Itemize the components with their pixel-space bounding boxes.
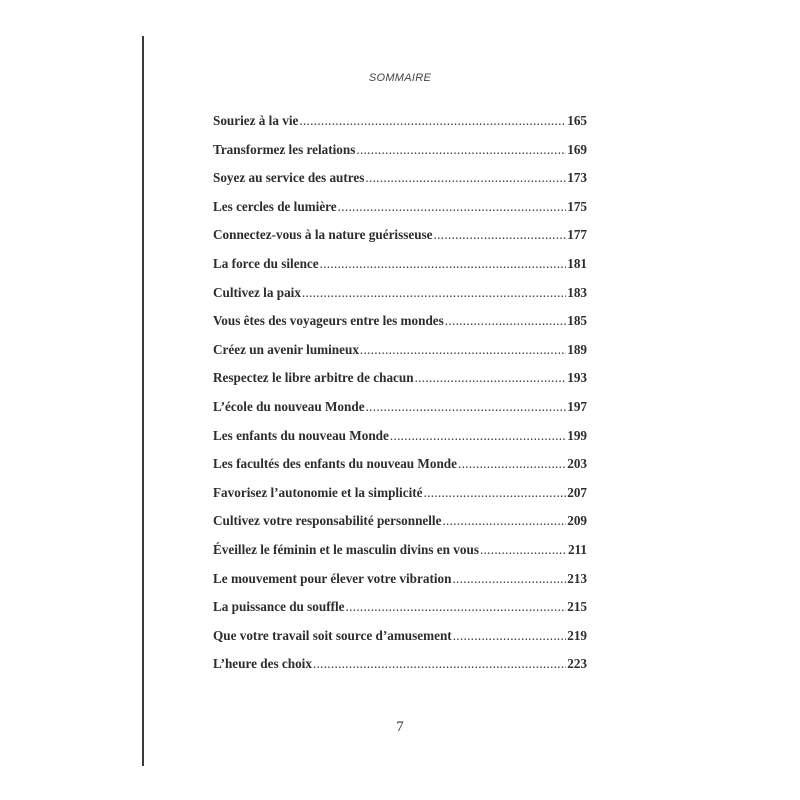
toc-entry-title: Créez un avenir lumineux [213,341,359,357]
toc-entry-title: La puissance du souffle [213,599,345,615]
toc-entry [213,513,587,542]
toc-entry [213,256,587,285]
toc-entry-title: Le mouvement pour élever votre vibration [213,570,452,586]
dot-leader [424,485,567,501]
toc-entry-page: 213 [567,570,587,586]
dot-leader [390,428,566,444]
toc-entry-page: 193 [567,370,587,386]
dot-leader [302,285,566,301]
dot-leader [320,256,567,272]
toc-entry-title: Cultivez votre responsabilité personnelle [213,513,442,529]
dot-leader [356,142,566,158]
toc-entry-title: Les enfants du nouveau Monde [213,427,389,443]
toc-entry-page: 197 [567,398,587,414]
table-of-contents [213,113,587,685]
toc-entry-page: 207 [567,484,587,500]
toc-entry [213,370,587,399]
dot-leader [442,513,566,529]
toc-entry-page: 211 [567,541,587,557]
toc-entry [213,313,587,342]
toc-entry [213,571,587,600]
dot-leader [338,199,567,215]
dot-leader [360,342,566,358]
toc-entry-title: Cultivez la paix [213,284,301,300]
toc-entry-page: 209 [567,513,587,529]
toc-entry-page: 223 [567,656,587,672]
toc-entry-page: 189 [567,341,587,357]
toc-entry-title: Respectez le libre arbitre de chacun [213,370,414,386]
toc-entry-page: 199 [567,427,587,443]
dot-leader [445,313,566,329]
toc-entry-page: 165 [567,113,587,128]
dot-leader [453,628,567,644]
toc-entry [213,170,587,199]
toc-entry [213,399,587,428]
toc-entry [213,485,587,514]
dot-leader [452,571,566,587]
toc-entry [213,285,587,314]
toc-entry-title: Que votre travail soit source d’amusement [213,627,452,643]
toc-entry-page: 177 [567,227,587,243]
toc-entry-title: Favorisez l’autonomie et la simplicité [213,484,423,500]
toc-entry [213,542,587,571]
toc-entry-title: La force du silence [213,255,319,271]
toc-entry [213,342,587,371]
toc-entry [213,456,587,485]
toc-entry-page: 185 [567,313,587,329]
section-header: SOMMAIRE [368,72,432,84]
toc-entry [213,656,587,685]
dot-leader [346,599,567,615]
toc-entry-title: Éveillez le féminin et le masculin divins en vous [213,541,479,557]
toc-entry [213,113,587,142]
toc-entry [213,599,587,628]
dot-leader [434,227,567,243]
toc-entry-page: 203 [567,456,587,472]
toc-entry-page: 219 [567,627,587,643]
dot-leader [313,656,566,672]
toc-entry-title: Transformez les relations [213,141,356,157]
toc-entry-page: 181 [567,255,587,271]
toc-entry-title: Souriez à la vie [213,113,299,128]
toc-entry-title: Connectez-vous à la nature guérisseuse [213,227,433,243]
toc-entry [213,199,587,228]
dot-leader [365,170,566,186]
toc-entry-page: 173 [567,170,587,186]
toc-entry-title: L’école du nouveau Monde [213,398,365,414]
page-number: 7 [396,719,404,735]
toc-entry [213,142,587,171]
toc-entry-title: Vous êtes des voyageurs entre les mondes [213,313,444,329]
toc-entry [213,428,587,457]
page-gutter-line [142,36,144,766]
toc-entry-page: 215 [567,599,587,615]
toc-entry-title: L’heure des choix [213,656,312,672]
dot-leader [299,113,566,129]
dot-leader [366,399,567,415]
toc-entry-title: Les cercles de lumière [213,198,337,214]
dot-leader [458,456,566,472]
dot-leader [480,542,567,558]
toc-entry-title: Les facultés des enfants du nouveau Monde [213,456,457,472]
toc-entry-page: 183 [567,284,587,300]
toc-entry-page: 169 [567,141,587,157]
toc-entry [213,227,587,256]
toc-entry-page: 175 [567,198,587,214]
toc-entry [213,628,587,657]
toc-entry-title: Soyez au service des autres [213,170,365,186]
dot-leader [415,370,567,386]
